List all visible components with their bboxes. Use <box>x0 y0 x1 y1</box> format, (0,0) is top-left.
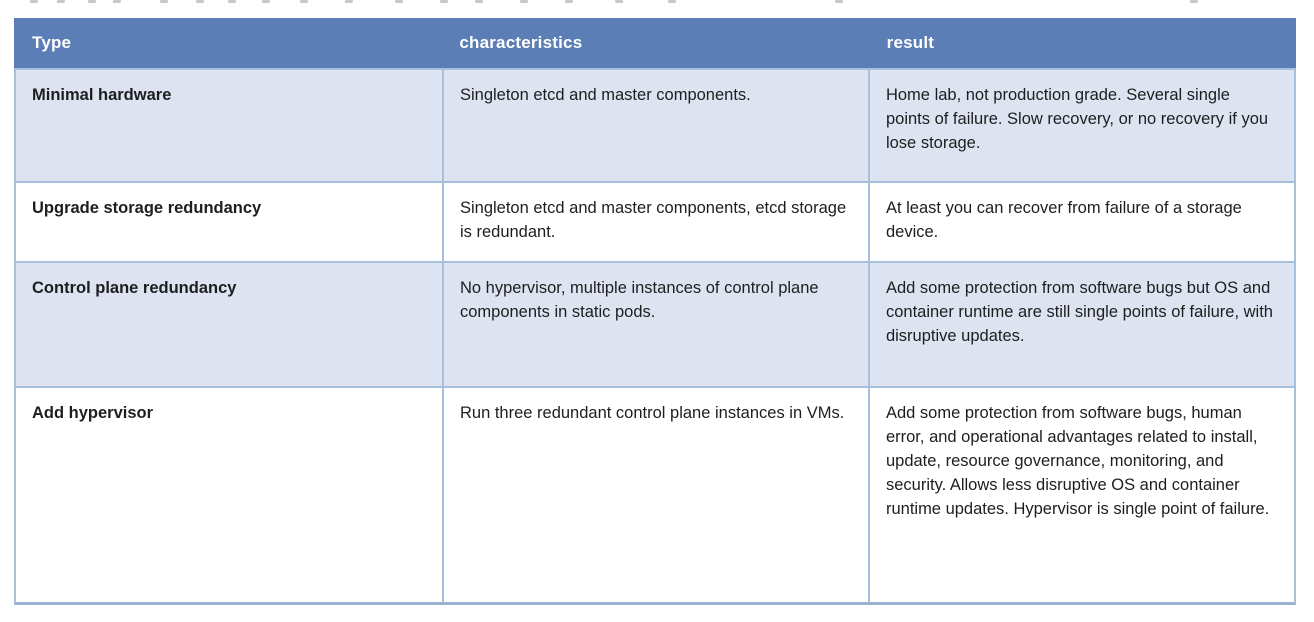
clipped-text-remnant <box>57 0 65 3</box>
column-header-type: Type <box>32 33 72 52</box>
clipped-text-remnant <box>262 0 270 3</box>
clipped-text-remnant <box>835 0 843 3</box>
clipped-text-remnant <box>228 0 236 3</box>
table-header-row <box>14 18 1296 68</box>
table-row <box>16 386 1294 602</box>
cell-result: Add some protection from software bugs but OS and container runtime are still single points of failure, with disruptive updates. <box>868 263 1294 386</box>
cell-result: Home lab, not production grade. Several single points of failure. Slow recovery, or no recovery if you lose storage. <box>868 70 1294 181</box>
cell-result: Add some protection from software bugs, human error, and operational advantages related to install, update, resource governance, monitoring, and security. Allows less disruptive OS and container runtime updates. Hypervisor is single point of failure. <box>868 388 1294 602</box>
clipped-text-remnant <box>1190 0 1198 3</box>
column-header-result: result <box>886 33 935 52</box>
cell-result: At least you can recover from failure of a storage device. <box>868 183 1294 261</box>
clipped-text-remnant <box>565 0 573 3</box>
table-body <box>14 68 1296 605</box>
clipped-text-remnant <box>395 0 403 3</box>
table-row <box>16 181 1294 261</box>
clipped-text-remnant <box>88 0 96 3</box>
cell-characteristics: No hypervisor, multiple instances of control plane components in static pods. <box>442 263 868 386</box>
cell-type: Add hypervisor <box>32 404 154 422</box>
clipped-text-remnant <box>520 0 528 3</box>
cell-type: Control plane redundancy <box>32 279 237 297</box>
clipped-text-remnant <box>345 0 353 3</box>
clipped-text-remnant <box>300 0 308 3</box>
clipped-text-remnant <box>113 0 121 3</box>
clipped-text-remnant <box>30 0 38 3</box>
table-row <box>16 68 1294 181</box>
clipped-text-remnant <box>615 0 623 3</box>
clipped-text-remnant <box>196 0 204 3</box>
clipped-text-remnant <box>160 0 168 3</box>
cell-characteristics: Run three redundant control plane instances in VMs. <box>442 388 868 602</box>
cell-type: Upgrade storage redundancy <box>32 199 262 217</box>
clipped-text-remnant <box>668 0 676 3</box>
column-header-characteristics: characteristics <box>459 33 583 52</box>
cell-characteristics: Singleton etcd and master components, etcd storage is redundant. <box>442 183 868 261</box>
cell-characteristics: Singleton etcd and master components. <box>442 70 868 181</box>
clipped-text-remnant-row <box>0 0 1314 6</box>
clipped-text-remnant <box>475 0 483 3</box>
deployment-options-table <box>14 18 1296 605</box>
clipped-text-remnant <box>440 0 448 3</box>
table-row <box>16 261 1294 386</box>
cell-type: Minimal hardware <box>32 86 172 104</box>
